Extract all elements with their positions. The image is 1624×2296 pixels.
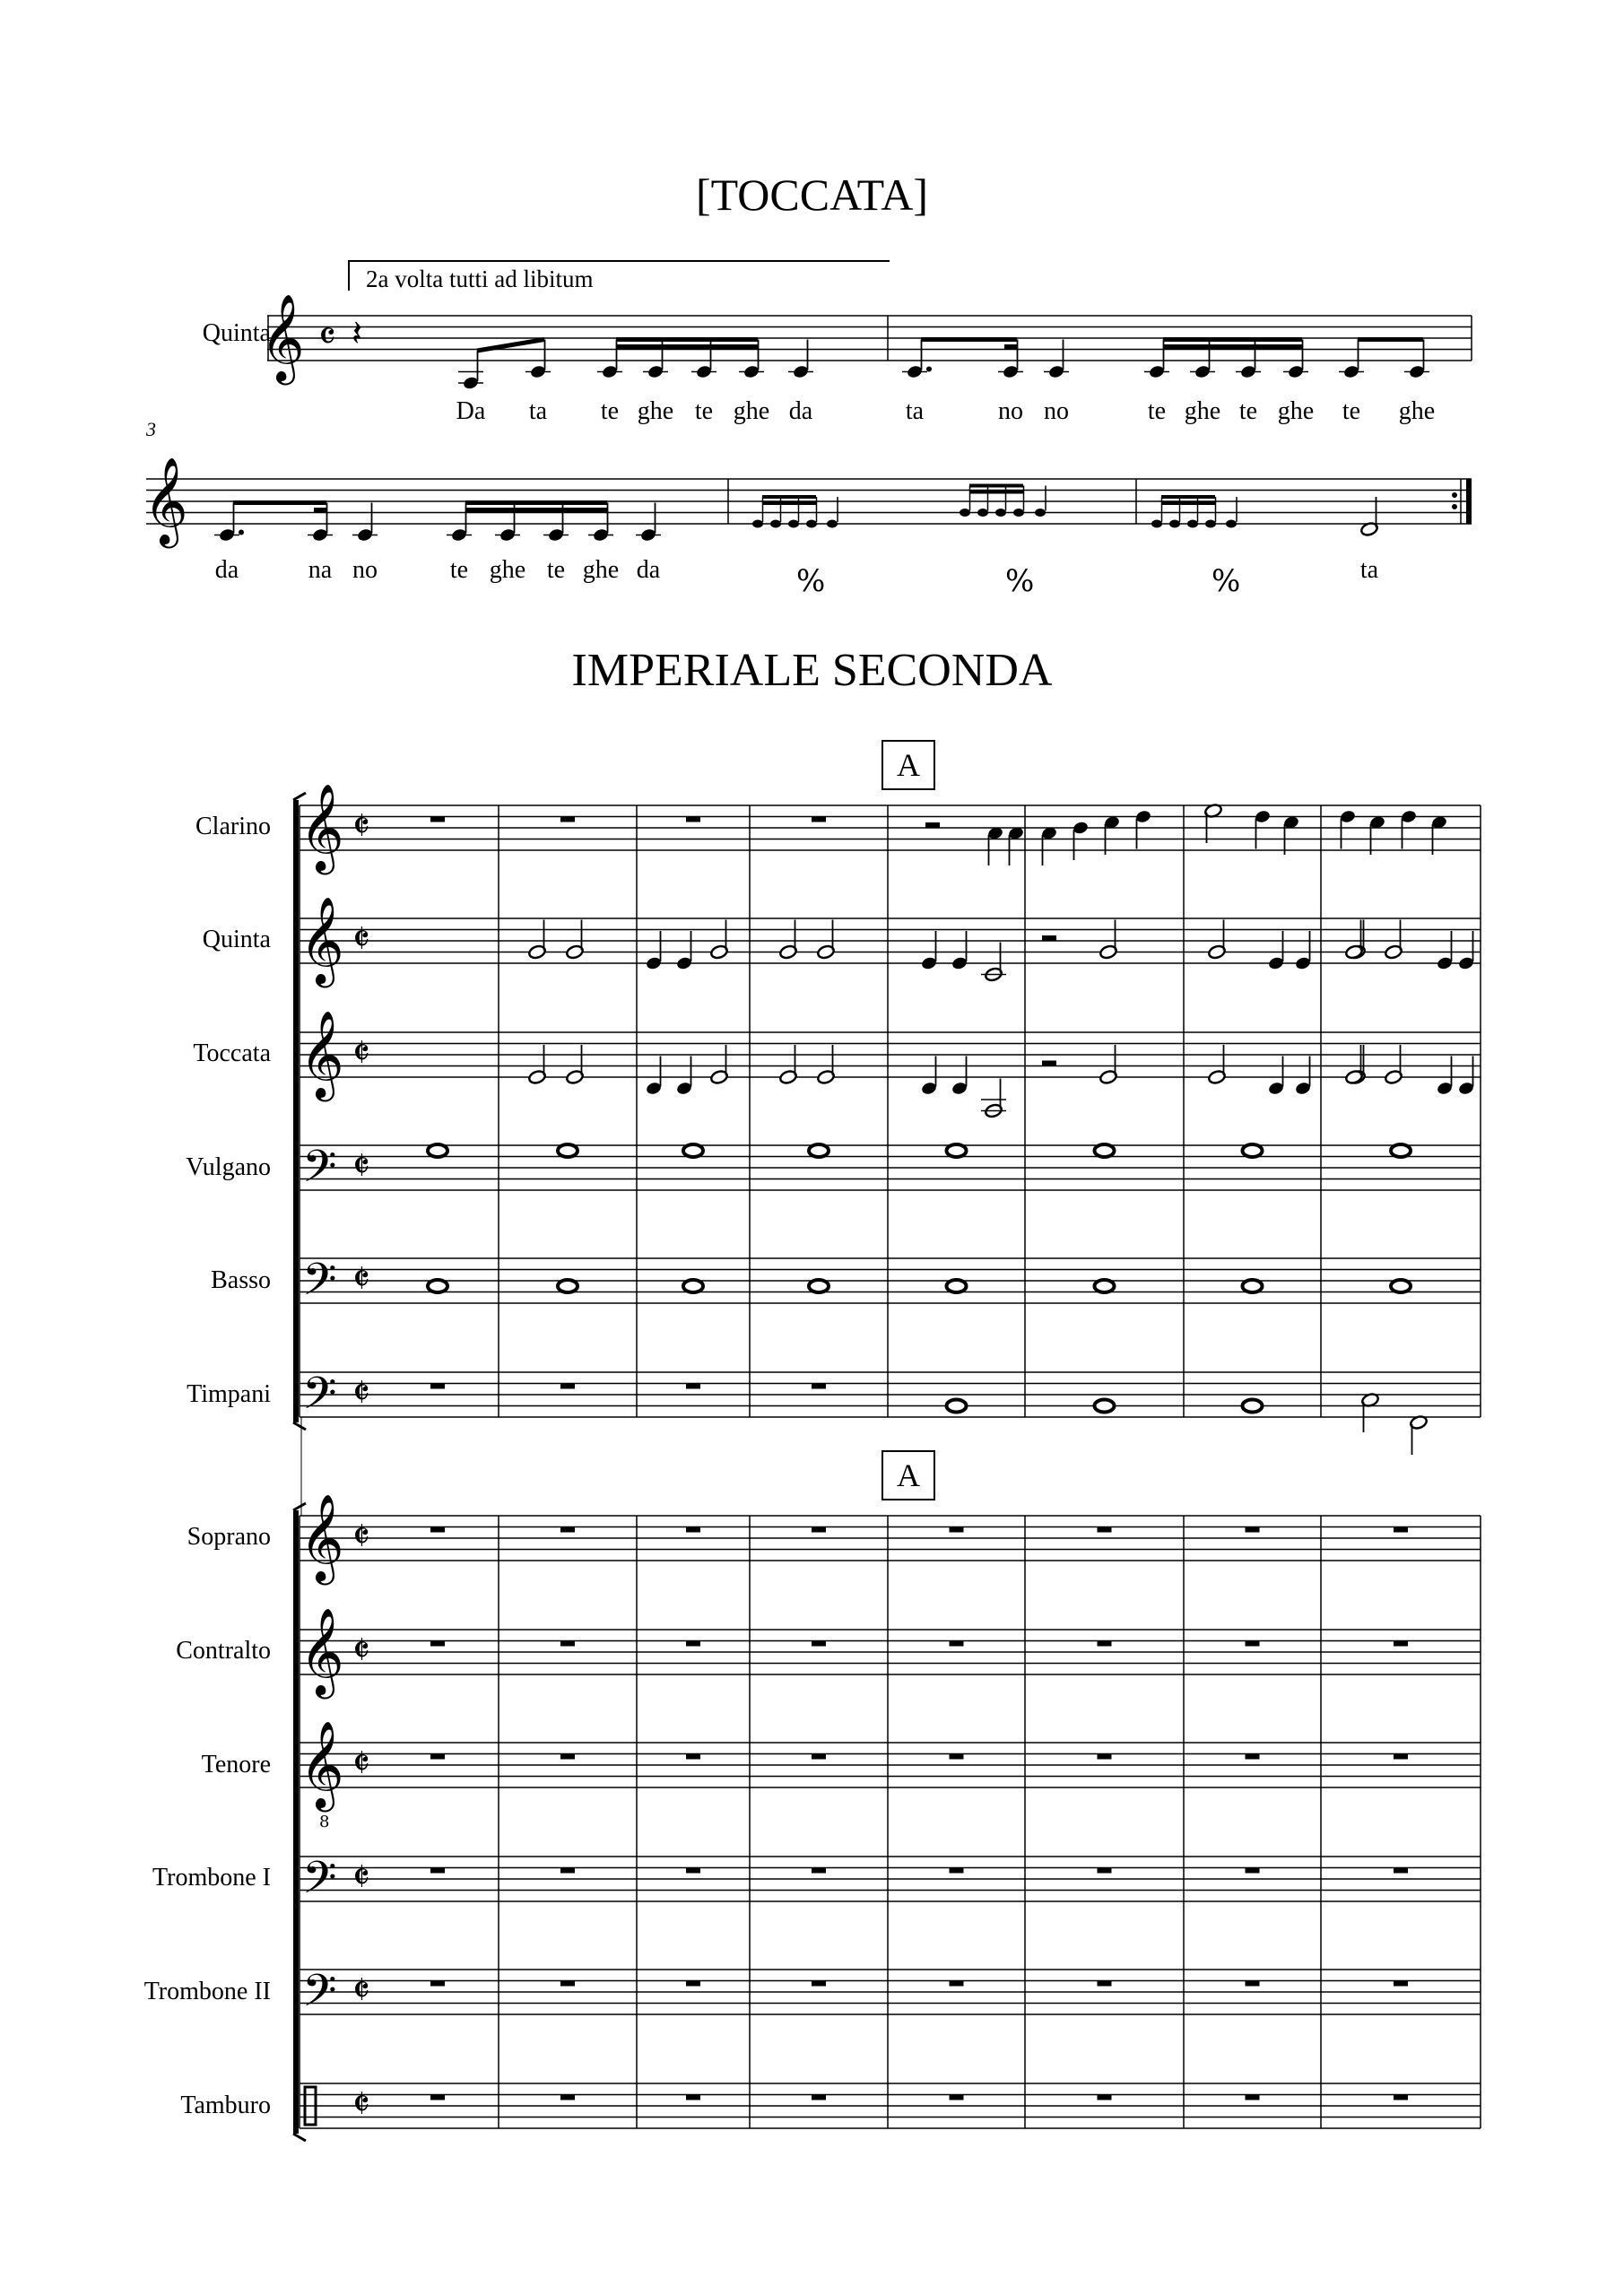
cut-time-icon: 𝄵 [352,804,370,849]
whole-rest [1394,2095,1408,2100]
small-note [752,520,763,528]
whole-note [1095,1144,1115,1157]
whole-rest [560,817,575,822]
cut-time-icon: 𝄵 [352,1144,370,1189]
staff-label-basso: Basso [211,1266,271,1294]
whole-note [1243,1144,1263,1157]
half-rest [1042,1061,1056,1066]
whole-rest [1098,1868,1112,1874]
whole-rest [430,1754,445,1760]
whole-note [1243,1400,1263,1413]
whole-rest [1098,2095,1112,2100]
treble-clef-icon: 𝄞 [143,457,188,544]
whole-rest [1098,1754,1112,1760]
bracket-tip [293,2134,306,2141]
lyric: da [788,397,813,425]
lyric: ghe [582,556,620,584]
rehearsal-mark: A [881,740,935,790]
staff-label-quinta: Quinta [202,926,271,953]
quarter-rest: 𝄽 [352,313,363,354]
small-note [977,509,988,517]
whole-note [428,1280,447,1292]
small-note [806,520,817,528]
whole-rest [1246,1981,1260,1987]
whole-rest [430,1641,445,1647]
half-rest [925,822,940,828]
cut-time-icon: 𝄵 [352,917,370,962]
whole-rest [560,1981,575,1987]
whole-rest [686,1981,700,1987]
repeat-dot [1452,504,1457,509]
whole-rest [560,2095,575,2100]
measure-repeat-sign: % [1005,563,1035,599]
whole-rest [1394,1981,1408,1987]
small-note [1187,520,1198,528]
whole-rest [686,2095,700,2100]
whole-rest [430,1527,445,1533]
whole-rest [1394,1754,1408,1760]
dot [239,530,244,535]
whole-rest [686,1527,700,1533]
cut-time-icon: 𝄵 [352,1628,370,1674]
staff-label-toccata: Toccata [193,1039,271,1067]
lyric: te [546,556,566,584]
whole-rest [430,1384,445,1389]
final-barline [1466,479,1472,524]
treble-clef-icon: 𝄞 [300,1607,344,1695]
staff-label-vulgano: Vulgano [186,1153,271,1181]
whole-note [683,1144,703,1157]
whole-rest [1246,1868,1260,1874]
whole-rest [1394,1868,1408,1874]
lyric: ghe [1398,397,1436,425]
small-note [1035,509,1046,517]
whole-rest [560,1527,575,1533]
whole-note [1391,1144,1411,1157]
treble-clef-icon: 𝄞 [300,783,344,871]
rehearsal-mark: A [881,1450,935,1500]
dot [926,367,932,372]
whole-rest [430,2095,445,2100]
volta-bracket [348,260,890,291]
lyric: ta [1359,556,1379,584]
whole-rest [950,2095,964,2100]
lyric: no [1044,397,1069,425]
cut-time-icon: 𝄵 [352,1968,370,2013]
lyric: te [1342,397,1361,425]
cut-time-icon: 𝄵 [352,1370,370,1416]
small-note [1151,520,1162,528]
whole-rest [1246,1641,1260,1647]
lyric: no [352,556,378,584]
whole-rest [560,1754,575,1760]
whole-rest [950,1754,964,1760]
small-note [827,520,838,528]
whole-rest [812,2095,826,2100]
system-bracket [293,800,299,1422]
whole-rest [812,1754,826,1760]
whole-rest [812,817,826,822]
small-note [1169,520,1180,528]
repeat-dot [1452,492,1457,498]
whole-note [809,1144,829,1157]
treble-clef-icon: 𝄞 [300,1720,344,1808]
whole-rest [686,817,700,822]
cut-time-icon: 𝄵 [352,1031,370,1076]
toccata-title: [TOCCATA] [696,170,928,220]
whole-rest [1246,1527,1260,1533]
cut-time-icon: 𝄵 [352,2082,370,2127]
whole-rest [686,1384,700,1389]
whole-rest [812,1527,826,1533]
cut-time-icon: 𝄵 [352,1514,370,1560]
small-note [1226,520,1237,528]
whole-rest [560,1868,575,1874]
lyric: ghe [1184,397,1221,425]
whole-rest [1394,1641,1408,1647]
whole-rest [1394,1527,1408,1533]
whole-note [558,1144,578,1157]
treble-clef-icon: 𝄞 [300,896,344,984]
staff-label-trombone-i: Trombone I [152,1864,271,1892]
imperiale-title: IMPERIALE SECONDA [571,645,1053,696]
measure-repeat-sign: % [796,563,826,599]
whole-rest [560,1641,575,1647]
whole-rest [1098,1641,1112,1647]
whole-rest [430,1868,445,1874]
bass-clef-icon: 𝄢 [302,1141,337,1204]
whole-rest [1098,1981,1112,1987]
treble-clef-icon: 𝄞 [300,1493,344,1581]
small-note [1205,520,1216,528]
common-time-icon: 𝄴 [318,314,336,360]
whole-rest [950,1527,964,1533]
lyric: te [1238,397,1258,425]
small-note [770,520,781,528]
staff-label-trombone-ii: Trombone II [143,1978,271,2005]
whole-note [947,1400,967,1413]
lyric: ta [528,397,548,425]
whole-note [1391,1280,1411,1292]
lyric: te [694,397,714,425]
lyric: Da [456,397,486,425]
lyric: ghe [1277,397,1315,425]
whole-rest [812,1384,826,1389]
lyric: na [308,556,333,584]
bass-clef-icon: 𝄢 [302,1852,337,1915]
lyric: da [636,556,661,584]
measure-number: 3 [146,418,156,440]
whole-rest [1246,2095,1260,2100]
small-note [788,520,799,528]
whole-rest [950,1641,964,1647]
lyric: ghe [733,397,770,425]
whole-rest [686,1754,700,1760]
treble-clef-icon: 𝄞 [300,1010,344,1098]
whole-rest [1098,1527,1112,1533]
toccata-staff-label: Quinta [202,319,271,347]
half-rest [1042,935,1056,941]
whole-rest [812,1868,826,1874]
whole-note [1095,1400,1115,1413]
whole-rest [812,1981,826,1987]
whole-note [558,1280,578,1292]
small-note [995,509,1006,517]
whole-rest [1246,1754,1260,1760]
whole-rest [430,1981,445,1987]
volta-text: 2a volta tutti ad libitum [366,265,594,292]
whole-rest [686,1641,700,1647]
small-note [1013,509,1024,517]
bass-clef-icon: 𝄢 [302,1368,337,1431]
whole-rest [430,817,445,822]
cut-time-icon: 𝄵 [352,1741,370,1787]
whole-note [1095,1280,1115,1292]
lyric: da [214,556,239,584]
treble-clef-icon: 𝄞 [260,293,305,381]
lyric: te [1147,397,1167,425]
lyric: ta [905,397,925,425]
whole-rest [812,1641,826,1647]
lyric: te [449,556,469,584]
whole-note [683,1280,703,1292]
small-note [960,509,970,517]
whole-rest [560,1384,575,1389]
staff-label-contralto: Contralto [176,1637,271,1665]
staff-label-clarino: Clarino [195,813,271,840]
bass-clef-icon: 𝄢 [302,1254,337,1317]
whole-note [947,1144,967,1157]
whole-rest [686,1868,700,1874]
staff-label-tenore: Tenore [201,1751,271,1779]
bass-clef-icon: 𝄢 [302,1965,337,2028]
staff-label-soprano: Soprano [187,1523,271,1551]
staff-label-timpani: Timpani [187,1380,271,1408]
whole-note [428,1144,447,1157]
cut-time-icon: 𝄵 [352,1257,370,1302]
lyric: te [600,397,620,425]
whole-rest [950,1868,964,1874]
measure-repeat-sign: % [1211,563,1241,599]
lyric: ghe [489,556,526,584]
whole-note [1243,1280,1263,1292]
cut-time-icon: 𝄵 [352,1855,370,1900]
whole-note [809,1280,829,1292]
staff-label-tamburo: Tamburo [180,2092,271,2119]
whole-note [947,1280,967,1292]
system-bracket [293,1510,299,2134]
whole-rest [950,1981,964,1987]
lyric: ghe [637,397,674,425]
octave-mark: 8 [319,1813,330,1831]
lyric: no [998,397,1023,425]
